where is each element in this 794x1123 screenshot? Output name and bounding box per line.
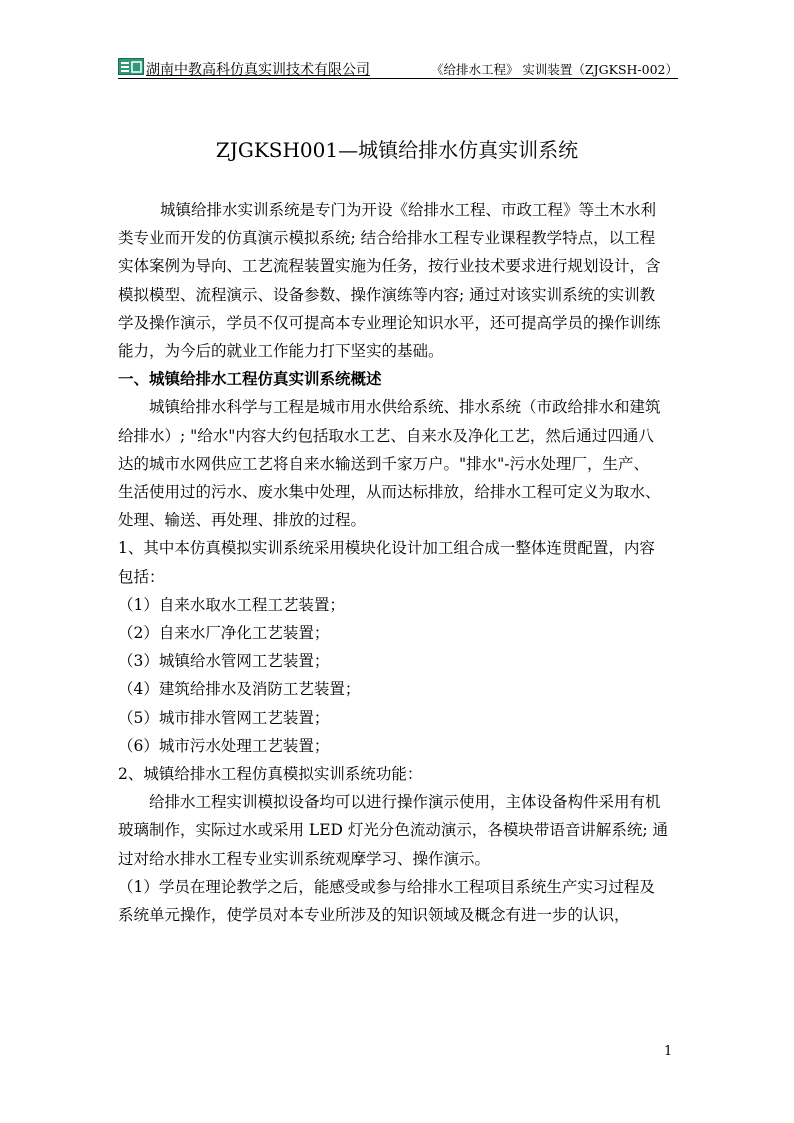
paragraph-line: 系统单元操作，使学员对本专业所涉及的知识领域及概念有进一步的认识， (118, 906, 630, 925)
company-logo-icon (118, 58, 144, 75)
header-rule (118, 78, 678, 79)
paragraph-line: 类专业而开发的仿真演示模拟系统; 结合给排水工程专业课程教学特点，以工程 (118, 229, 656, 248)
document-body (118, 196, 678, 929)
paragraph-line: 城镇给排水实训系统是专门为开设《给排水工程、市政工程》等土木水利 (160, 201, 657, 219)
paragraph-line: 生活使用过的污水、废水集中处理，从而达标排放，给排水工程可定义为取水、 (118, 483, 661, 502)
paragraph-line: （1）学员在理论教学之后，能感受或参与给排水工程项目系统生产实习过程及 (118, 877, 655, 896)
paragraph-line: 达的城市水网供应工艺将自来水输送到千家万户。"排水"-污水处理厂，生产、 (118, 454, 649, 473)
document-title: ZJGKSH001—城镇给排水仿真实训系统 (215, 138, 579, 162)
list-item: （3）城镇给水管网工艺装置； (118, 652, 330, 671)
page-number: 1 (664, 1044, 673, 1059)
list-item: （5）城市排水管网工艺装置； (118, 708, 330, 727)
list-item: （4）建筑给排水及消防工艺装置； (118, 680, 361, 699)
paragraph-line: 实体案例为导向、工艺流程装置实施为任务，按行业技术要求进行规划设计，含 (118, 257, 661, 276)
paragraph-line: 2、城镇给排水工程仿真模拟实训系统功能： (118, 765, 423, 784)
paragraph-line: 能力，为今后的就业工作能力打下坚实的基础。 (118, 342, 444, 361)
paragraph-line: 处理、输送、再处理、排放的过程。 (118, 511, 367, 530)
paragraph-line: 学及操作演示，学员不仅可提高本专业理论知识水平，还可提高学员的操作训练 (118, 313, 661, 332)
paragraph-line: 给排水工程实训模拟设备均可以进行操作演示使用，主体设备构件采用有机 (149, 793, 661, 812)
list-item: （6）城市污水处理工艺装置； (118, 736, 330, 755)
device-name: 《给排水工程》 实训装置（ZJGKSH-002） (430, 62, 678, 77)
paragraph-line: 包括： (118, 567, 165, 586)
company-name: 湖南中教高科仿真实训技术有限公司 (146, 62, 370, 78)
paragraph-line: 城镇给排水科学与工程是城市用水供给系统、排水系统（市政给排水和建筑 (149, 398, 661, 417)
list-item: （2）自来水厂净化工艺装置； (118, 624, 330, 643)
paragraph-line: 1、其中本仿真模拟实训系统采用模块化设计加工组合成一整体连贯配置，内容 (118, 539, 655, 558)
list-item: （1）自来水取水工程工艺装置； (118, 595, 345, 614)
paragraph-line: 玻璃制作，实际过水或采用 LED 灯光分色流动演示，各模块带语音讲解系统; 通 (118, 821, 669, 840)
paragraph-line: 给排水）; "给水"内容大约包括取水工艺、自来水及净化工艺，然后通过四通八 (118, 426, 654, 445)
paragraph-line: 模拟模型、流程演示、设备参数、操作演练等内容; 通过对该实训系统的实训教 (118, 285, 656, 304)
section-heading: 一、城镇给排水工程仿真实训系统概述 (118, 369, 382, 389)
paragraph-line: 过对给水排水工程专业实训系统观摩学习、操作演示。 (118, 849, 491, 868)
page-header (118, 58, 678, 78)
